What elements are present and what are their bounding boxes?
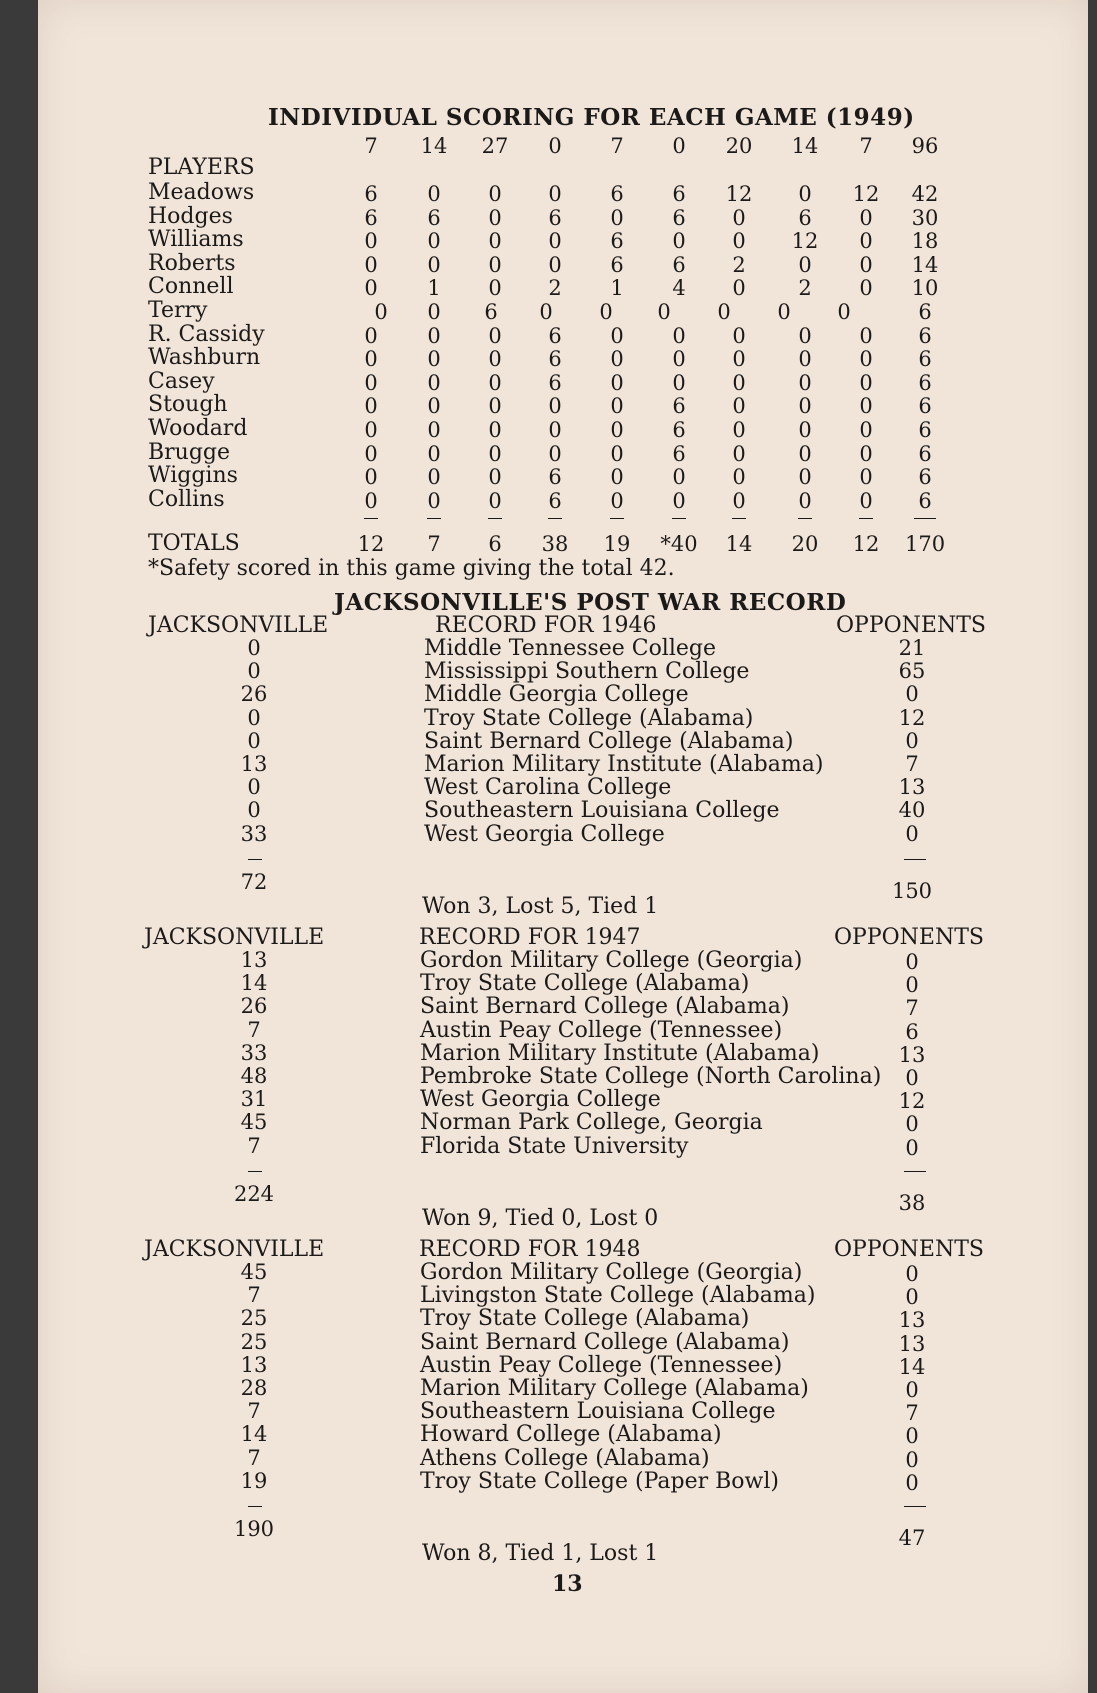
jacksonville-score: 14: [240, 1422, 268, 1447]
opponent-score: 0: [905, 1262, 919, 1286]
player-points-cell: 18: [911, 229, 939, 254]
player-points-cell: 0: [427, 252, 441, 277]
total-cell: 20: [791, 532, 819, 556]
player-points-cell: 0: [427, 229, 441, 254]
player-points-cell: 0: [672, 229, 686, 254]
jacksonville-score: 48: [240, 1064, 268, 1088]
opponent-score: 0: [905, 682, 919, 707]
player-points-cell: 0: [548, 182, 562, 206]
player-points-cell: 0: [374, 300, 388, 324]
player-points-cell: 6: [610, 229, 624, 254]
player-points-cell: 0: [732, 347, 746, 372]
player-points-cell: 0: [364, 488, 378, 513]
total-cell: 12: [852, 532, 880, 556]
player-points-cell: 6: [610, 182, 624, 206]
player-name: Stough: [148, 392, 228, 418]
jacksonville-label: JACKSONVILLE: [144, 1237, 325, 1262]
player-points-cell: 0: [732, 418, 746, 442]
column-dash: [427, 518, 441, 519]
total-dash: [248, 859, 262, 860]
opponent-name: Troy State College (Paper Bowl): [420, 1468, 779, 1494]
opponent-score: 7: [905, 752, 919, 776]
opponent-score: 13: [898, 1308, 926, 1333]
totals-label: TOTALS: [148, 531, 240, 556]
player-points-cell: 0: [427, 323, 441, 348]
opponent-name: Mississippi Southern College: [424, 659, 750, 685]
jacksonville-score: 14: [240, 971, 268, 996]
jacksonville-score: 0: [247, 705, 261, 730]
opponent-name: Austin Peay College (Tennessee): [420, 1352, 783, 1378]
player-points-cell: 2: [548, 276, 562, 301]
opponent-name: Middle Georgia College: [424, 682, 689, 708]
season-summary: Won 9, Tied 0, Lost 0: [422, 1205, 659, 1231]
player-points-cell: 0: [488, 276, 502, 301]
player-points-cell: 0: [427, 394, 441, 419]
player-points-cell: 0: [798, 441, 812, 466]
player-points-cell: 0: [717, 300, 731, 324]
player-points-cell: 6: [918, 394, 932, 419]
jacksonville-score: 33: [240, 821, 268, 846]
jacksonville-score: 26: [240, 994, 268, 1019]
player-points-cell: 0: [488, 394, 502, 419]
player-points-cell: 12: [725, 182, 753, 206]
opponent-name: Livingston State College (Alabama): [420, 1283, 816, 1309]
opponent-name: Saint Bernard College (Alabama): [424, 728, 794, 754]
opponent-score: 0: [905, 1066, 919, 1090]
player-points-cell: 0: [732, 276, 746, 301]
opponent-name: Saint Bernard College (Alabama): [420, 994, 790, 1020]
player-points-cell: 6: [798, 205, 812, 230]
jacksonville-score: 31: [240, 1087, 268, 1112]
player-name: Williams: [148, 227, 244, 253]
jacksonville-total: 224: [233, 1181, 275, 1206]
player-points-cell: 0: [672, 370, 686, 395]
player-points-cell: 0: [859, 323, 873, 348]
total-dash: [248, 1171, 262, 1172]
opponents-total: 47: [898, 1526, 926, 1550]
player-points-cell: 12: [791, 229, 819, 254]
jacksonville-score: 25: [240, 1306, 268, 1331]
player-points-cell: 4: [672, 276, 686, 301]
player-points-cell: 0: [488, 229, 502, 254]
player-points-cell: 6: [918, 418, 932, 442]
season-summary: Won 8, Tied 1, Lost 1: [422, 1541, 659, 1566]
column-dash: [610, 518, 624, 519]
player-points-cell: 6: [484, 300, 498, 324]
player-points-cell: 0: [837, 300, 851, 324]
player-points-cell: 0: [427, 182, 441, 206]
player-points-cell: 0: [798, 252, 812, 277]
player-points-cell: 12: [852, 182, 880, 206]
player-points-cell: 2: [732, 252, 746, 277]
jacksonville-score: 7: [247, 1133, 261, 1158]
opponent-score: 40: [898, 798, 926, 823]
player-points-cell: 0: [859, 229, 873, 254]
opponent-name: Troy State College (Alabama): [424, 705, 754, 731]
game-points-cell: 20: [725, 134, 753, 158]
player-points-cell: 0: [539, 300, 553, 324]
game-points-cell: 14: [791, 134, 819, 158]
opponent-name: Florida State University: [420, 1133, 689, 1159]
opponent-name: Gordon Military College (Georgia): [420, 948, 803, 973]
postwar-title: JACKSONVILLE'S POST WAR RECORD: [334, 589, 847, 616]
player-points-cell: 6: [918, 347, 932, 372]
jacksonville-score: 25: [240, 1329, 268, 1354]
player-points-cell: 0: [427, 418, 441, 442]
player-points-cell: 6: [548, 347, 562, 372]
player-name: Washburn: [148, 345, 261, 371]
opponent-score: 7: [905, 996, 919, 1021]
player-points-cell: 6: [364, 182, 378, 206]
player-points-cell: 0: [859, 347, 873, 372]
player-points-cell: 10: [911, 276, 939, 301]
player-points-cell: 0: [672, 488, 686, 513]
opponent-score: 0: [905, 1470, 919, 1495]
player-points-cell: 0: [548, 418, 562, 442]
player-points-cell: 6: [427, 205, 441, 230]
player-points-cell: 0: [610, 323, 624, 348]
opponent-score: 21: [898, 636, 926, 660]
player-points-cell: 42: [911, 182, 939, 206]
player-points-cell: 0: [859, 370, 873, 395]
jacksonville-score: 7: [247, 1445, 261, 1470]
player-points-cell: 0: [364, 418, 378, 442]
total-cell: *40: [660, 532, 698, 556]
player-points-cell: 0: [610, 205, 624, 230]
safety-footnote: *Safety scored in this game giving the total 42.: [148, 556, 675, 581]
player-points-cell: 0: [672, 465, 686, 490]
total-dash: [248, 1506, 262, 1507]
opponent-name: Troy State College (Alabama): [420, 971, 750, 997]
player-points-cell: 6: [548, 488, 562, 513]
opponent-score: 0: [905, 728, 919, 753]
opponent-score: 7: [905, 1401, 919, 1426]
player-points-cell: 0: [364, 276, 378, 301]
player-points-cell: 0: [364, 370, 378, 395]
total-dash: [904, 1506, 926, 1507]
opponent-score: 6: [905, 1019, 919, 1044]
player-points-cell: 6: [548, 465, 562, 490]
players-label: PLAYERS: [148, 155, 255, 180]
player-points-cell: 0: [427, 370, 441, 395]
game-points-cell: 96: [911, 134, 939, 158]
total-cell: 38: [541, 532, 569, 556]
player-points-cell: 0: [859, 465, 873, 490]
opponent-score: 0: [905, 1447, 919, 1472]
opponent-name: West Georgia College: [424, 821, 665, 847]
jacksonville-score: 33: [240, 1040, 268, 1065]
player-points-cell: 1: [427, 276, 441, 301]
jacksonville-score: 7: [247, 1399, 261, 1424]
jacksonville-score: 7: [247, 1283, 261, 1308]
player-points-cell: 6: [672, 182, 686, 206]
opponents-label: OPPONENTS: [834, 1237, 984, 1262]
player-points-cell: 2: [798, 276, 812, 301]
player-points-cell: 0: [732, 323, 746, 348]
player-points-cell: 6: [548, 205, 562, 230]
player-points-cell: 0: [488, 465, 502, 490]
player-points-cell: 0: [859, 441, 873, 466]
player-points-cell: 0: [732, 205, 746, 230]
player-points-cell: 0: [548, 229, 562, 254]
player-points-cell: 0: [427, 465, 441, 490]
player-points-cell: 0: [488, 347, 502, 372]
opponent-name: West Carolina College: [424, 775, 672, 801]
player-points-cell: 0: [488, 252, 502, 277]
jacksonville-score: 7: [247, 1017, 261, 1042]
player-points-cell: 0: [548, 394, 562, 419]
jacksonville-score: 26: [240, 682, 268, 707]
player-points-cell: 0: [859, 252, 873, 277]
opponent-name: Marion Military College (Alabama): [420, 1376, 809, 1401]
page-number: 13: [552, 1571, 583, 1597]
player-points-cell: 6: [672, 418, 686, 442]
opponents-label: OPPONENTS: [836, 613, 986, 638]
program-page: [38, 0, 1088, 1693]
player-points-cell: 0: [798, 394, 812, 419]
player-points-cell: 0: [672, 347, 686, 372]
jacksonville-score: 45: [240, 1260, 268, 1284]
total-dash: [904, 859, 926, 860]
season-title: RECORD FOR 1946: [435, 613, 657, 638]
player-points-cell: 0: [488, 418, 502, 442]
player-points-cell: 0: [599, 300, 613, 324]
jacksonville-score: 0: [247, 636, 261, 660]
player-points-cell: 6: [672, 205, 686, 230]
player-points-cell: 0: [548, 441, 562, 466]
jacksonville-score: 45: [240, 1110, 268, 1135]
player-points-cell: 6: [918, 465, 932, 490]
game-points-cell: 0: [548, 134, 562, 158]
season-title: RECORD FOR 1947: [419, 925, 641, 950]
jacksonville-score: 0: [247, 798, 261, 823]
player-points-cell: 0: [427, 300, 441, 324]
game-points-cell: 7: [364, 134, 378, 158]
player-points-cell: 0: [610, 370, 624, 395]
opponents-total: 38: [898, 1190, 926, 1215]
total-cell: 170: [905, 532, 946, 556]
player-points-cell: 0: [672, 323, 686, 348]
opponent-score: 0: [905, 821, 919, 846]
player-points-cell: 0: [488, 205, 502, 230]
player-points-cell: 0: [610, 465, 624, 490]
opponent-score: 0: [905, 1378, 919, 1402]
opponent-score: 0: [905, 1112, 919, 1137]
player-points-cell: 0: [548, 252, 562, 277]
opponent-name: Troy State College (Alabama): [420, 1306, 750, 1332]
jacksonville-score: 13: [240, 752, 268, 776]
player-points-cell: 0: [364, 465, 378, 490]
player-points-cell: 0: [427, 441, 441, 466]
player-points-cell: 0: [488, 182, 502, 206]
game-points-cell: 14: [420, 134, 448, 158]
opponent-name: Marion Military Institute (Alabama): [424, 752, 824, 777]
opponent-score: 0: [905, 1424, 919, 1449]
total-cell: 14: [725, 532, 753, 556]
column-dash: [798, 518, 812, 519]
player-points-cell: 0: [798, 323, 812, 348]
player-points-cell: 0: [427, 347, 441, 372]
player-name: Hodges: [148, 203, 233, 229]
player-points-cell: 0: [488, 370, 502, 395]
total-cell: 12: [357, 532, 385, 556]
player-points-cell: 0: [610, 441, 624, 466]
player-name: Roberts: [148, 250, 236, 276]
jacksonville-score: 0: [247, 728, 261, 753]
player-points-cell: 0: [364, 394, 378, 419]
column-dash: [548, 518, 562, 519]
player-points-cell: 0: [732, 465, 746, 490]
player-points-cell: 0: [798, 182, 812, 206]
player-name: Connell: [148, 274, 234, 300]
player-points-cell: 6: [548, 370, 562, 395]
total-cell: 7: [427, 532, 441, 556]
player-points-cell: 0: [364, 252, 378, 277]
player-points-cell: 6: [364, 205, 378, 230]
opponent-name: Gordon Military College (Georgia): [420, 1260, 803, 1285]
player-points-cell: 0: [777, 300, 791, 324]
opponent-name: Pembroke State College (North Carolina): [420, 1064, 882, 1089]
player-points-cell: 6: [918, 441, 932, 466]
opponent-score: 0: [905, 1285, 919, 1310]
opponent-score: 13: [898, 775, 926, 800]
player-points-cell: 0: [364, 229, 378, 254]
column-dash: [914, 518, 936, 519]
jacksonville-score: 19: [240, 1468, 268, 1493]
opponent-score: 12: [898, 1089, 926, 1114]
jacksonville-score: 13: [240, 1352, 268, 1377]
player-points-cell: 0: [610, 418, 624, 442]
jacksonville-score: 0: [247, 775, 261, 800]
player-points-cell: 0: [859, 488, 873, 513]
player-points-cell: 0: [732, 229, 746, 254]
opponent-score: 12: [898, 705, 926, 730]
player-points-cell: 1: [610, 276, 624, 301]
player-name: Brugge: [148, 439, 231, 465]
opponent-name: West Georgia College: [420, 1087, 661, 1113]
player-name: Terry: [148, 298, 208, 323]
player-points-cell: 6: [918, 323, 932, 348]
jacksonville-score: 0: [247, 659, 261, 684]
player-points-cell: 0: [732, 441, 746, 466]
total-dash: [904, 1171, 926, 1172]
player-points-cell: 0: [610, 347, 624, 372]
player-points-cell: 0: [488, 323, 502, 348]
opponent-name: Saint Bernard College (Alabama): [420, 1329, 790, 1355]
total-cell: 19: [603, 532, 631, 556]
opponent-name: Athens College (Alabama): [420, 1445, 710, 1471]
jacksonville-label: JACKSONVILLE: [144, 925, 325, 950]
opponent-name: Norman Park College, Georgia: [420, 1110, 763, 1136]
jacksonville-total: 72: [240, 869, 268, 894]
column-dash: [859, 518, 873, 519]
player-points-cell: 6: [548, 323, 562, 348]
season-summary: Won 3, Lost 5, Tied 1: [422, 893, 659, 919]
opponent-name: Middle Tennessee College: [424, 636, 717, 661]
scoring-title: INDIVIDUAL SCORING FOR EACH GAME (1949): [268, 104, 915, 131]
player-points-cell: 0: [732, 370, 746, 395]
opponents-label: OPPONENTS: [834, 925, 984, 950]
player-points-cell: 0: [859, 418, 873, 442]
jacksonville-score: 28: [240, 1376, 268, 1400]
column-dash: [488, 518, 502, 519]
player-points-cell: 0: [610, 488, 624, 513]
player-points-cell: 0: [364, 347, 378, 372]
player-points-cell: 0: [859, 394, 873, 419]
player-points-cell: 0: [859, 276, 873, 301]
player-points-cell: 0: [364, 441, 378, 466]
game-points-cell: 0: [672, 134, 686, 158]
opponent-score: 14: [898, 1354, 926, 1379]
game-points-cell: 27: [481, 134, 509, 158]
opponent-score: 13: [898, 1042, 926, 1067]
player-points-cell: 14: [911, 252, 939, 277]
player-points-cell: 6: [918, 370, 932, 395]
total-cell: 6: [488, 532, 502, 556]
opponent-score: 0: [905, 973, 919, 998]
opponent-name: Southeastern Louisiana College: [420, 1399, 776, 1425]
player-points-cell: 30: [911, 205, 939, 230]
player-points-cell: 0: [798, 465, 812, 490]
player-points-cell: 0: [859, 205, 873, 230]
jacksonville-total: 190: [233, 1517, 275, 1541]
opponent-name: Southeastern Louisiana College: [424, 798, 780, 824]
game-points-cell: 7: [859, 134, 873, 158]
player-points-cell: 0: [427, 488, 441, 513]
opponent-score: 0: [905, 1135, 919, 1160]
opponent-score: 0: [905, 950, 919, 974]
player-points-cell: 0: [364, 323, 378, 348]
player-name: Meadows: [148, 180, 255, 205]
player-points-cell: 0: [798, 370, 812, 395]
player-points-cell: 6: [918, 488, 932, 513]
player-points-cell: 0: [798, 488, 812, 513]
player-name: Woodard: [148, 416, 248, 441]
opponent-name: Marion Military Institute (Alabama): [420, 1040, 820, 1066]
player-points-cell: 0: [488, 441, 502, 466]
opponent-score: 65: [898, 659, 926, 684]
opponents-total: 150: [891, 878, 933, 903]
player-points-cell: 0: [610, 394, 624, 419]
player-name: Casey: [148, 368, 215, 394]
player-points-cell: 0: [798, 418, 812, 442]
opponent-name: Howard College (Alabama): [420, 1422, 722, 1448]
game-points-cell: 7: [610, 134, 624, 158]
opponent-name: Austin Peay College (Tennessee): [420, 1017, 783, 1043]
player-points-cell: 6: [918, 300, 932, 324]
player-points-cell: 6: [672, 394, 686, 419]
jacksonville-score: 13: [240, 948, 268, 972]
player-points-cell: 0: [488, 488, 502, 513]
player-points-cell: 6: [672, 441, 686, 466]
player-points-cell: 6: [610, 252, 624, 277]
player-points-cell: 0: [657, 300, 671, 324]
player-points-cell: 6: [672, 252, 686, 277]
player-points-cell: 0: [732, 488, 746, 513]
player-name: Wiggins: [148, 463, 238, 489]
player-points-cell: 0: [798, 347, 812, 372]
season-title: RECORD FOR 1948: [419, 1237, 641, 1262]
player-points-cell: 0: [732, 394, 746, 419]
opponent-score: 13: [898, 1331, 926, 1356]
column-dash: [364, 518, 378, 519]
column-dash: [732, 518, 746, 519]
player-name: R. Cassidy: [148, 321, 265, 347]
jacksonville-label: JACKSONVILLE: [148, 613, 329, 638]
player-name: Collins: [148, 486, 225, 512]
column-dash: [672, 518, 686, 519]
